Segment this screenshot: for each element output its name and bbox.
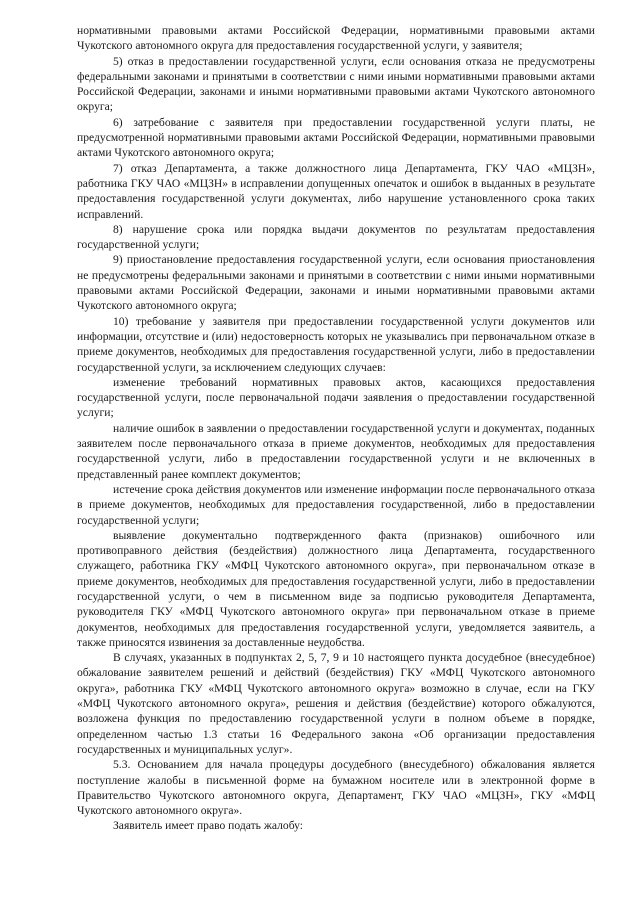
paragraph-exception-4: выявление документально подтвержденного факта (признаков) ошибочного или противоправного действия (бездействия) должностного лица Департамента, государственного служащего, работника ГКУ «МФЦ Чукотского автономного округа», при первоначальном отказе в приеме документов, необходимых для предоставления государственной услуги, либо в предоставлении государственной услуги, о чем в письменном виде за подписью руководителя Департамента, руководителя ГКУ «МФЦ Чукотского автономного округа» при первоначальном отказе в приеме документов, необходимых для предоставления государственной услуги, уведомляется заявитель, а также приносятся извинения за доставленные неудобства. bbox=[77, 528, 595, 649]
paragraph-exception-3: истечение срока действия документов или изменение информации после первоначального отказа в приеме документов, необходимых для предоставления государственной, либо в предоставлении государственной услуги; bbox=[77, 482, 595, 527]
paragraph-exception-1: изменение требований нормативных правовых актов, касающихся предоставления государственной услуги, после первоначальной подачи заявления о предоставлении государственной услуги; bbox=[77, 375, 595, 420]
paragraph-exception-2: наличие ошибок в заявлении о предоставлении государственной услуги и документах, поданных заявителем после первоначального отказа в приеме документов, необходимых для предоставления государственной услуги, либо в предоставлении государственной услуги и не включенных в представленный ранее комплект документов; bbox=[77, 421, 595, 481]
document-page bbox=[77, 23, 595, 834]
paragraph-item-6: 6) затребование с заявителя при предоставлении государственной услуги платы, не предусмотренной нормативными правовыми актами Российской Федерации, нормативными правовыми актами Чукотского автономного округа; bbox=[77, 115, 595, 160]
paragraph-section-5-3: 5.3. Основанием для начала процедуры досудебного (внесудебного) обжалования является поступление жалобы в письменной форме на бумажном носителе или в электронной форме в Правительство Чукотского автономного округа, Департамент, ГКУ ЧАО «МЦЗН», ГКУ «МФЦ Чукотского автономного округа». bbox=[77, 758, 595, 818]
paragraph-item-9: 9) приостановление предоставления государственной услуги, если основания приостановления не предусмотрены федеральными законами и принятыми в соответствии с ними иными нормативными правовыми актами Российской Федерации, законами и иными нормативными правовыми актами Чукотского автономного округа; bbox=[77, 253, 595, 313]
paragraph-right-to-complain: Заявитель имеет право подать жалобу: bbox=[113, 819, 304, 833]
paragraph-item-10: 10) требование у заявителя при предоставлении государственной услуги документов или информации, отсутствие и (или) недостоверность которых не указывались при первоначальном отказе в приеме документов, необходимых для предоставления государственной услуги, либо в предоставлении государственной услуги, за исключением следующих случаев: bbox=[77, 314, 595, 374]
paragraph-item-8: 8) нарушение срока или порядка выдачи документов по результатам предоставления государственной услуги; bbox=[77, 222, 595, 252]
paragraph-item-5: 5) отказ в предоставлении государственной услуги, если основания отказа не предусмотрены федеральными законами и принятыми в соответствии с ними иными нормативными правовыми актами Российской Федерации, законами и иными нормативными правовыми актами Чукотского автономного округа; bbox=[77, 54, 595, 114]
paragraph-cases: В случаях, указанных в подпунктах 2, 5, 7, 9 и 10 настоящего пункта досудебное (внесудебное) обжалование заявителем решений и действий (бездействия) ГКУ «МФЦ Чукотского автономного округа», работника ГКУ «МФЦ Чукотского автономного округа» возможно в случае, если на ГКУ «МФЦ Чукотского автономного округа», решения и действия (бездействие) которого обжалуются, возложена функция по предоставлению государственной услуги в полном объеме в порядке, определенном частью 1.3 статьи 16 Федерального закона «Об организации предоставления государственных и муниципальных услуг». bbox=[77, 651, 595, 756]
paragraph-item-7: 7) отказ Департамента, а также должностного лица Департамента, ГКУ ЧАО «МЦЗН», работника ГКУ ЧАО «МЦЗН» в исправлении допущенных опечаток и ошибок в выданных в результате предоставления государственной услуги документах, либо нарушение установленного срока таких исправлений. bbox=[77, 161, 595, 221]
paragraph-continuation: нормативными правовыми актами Российской Федерации, нормативными правовыми актами Чукотского автономного округа для предоставления государственной услуги, у заявителя; bbox=[77, 24, 595, 53]
